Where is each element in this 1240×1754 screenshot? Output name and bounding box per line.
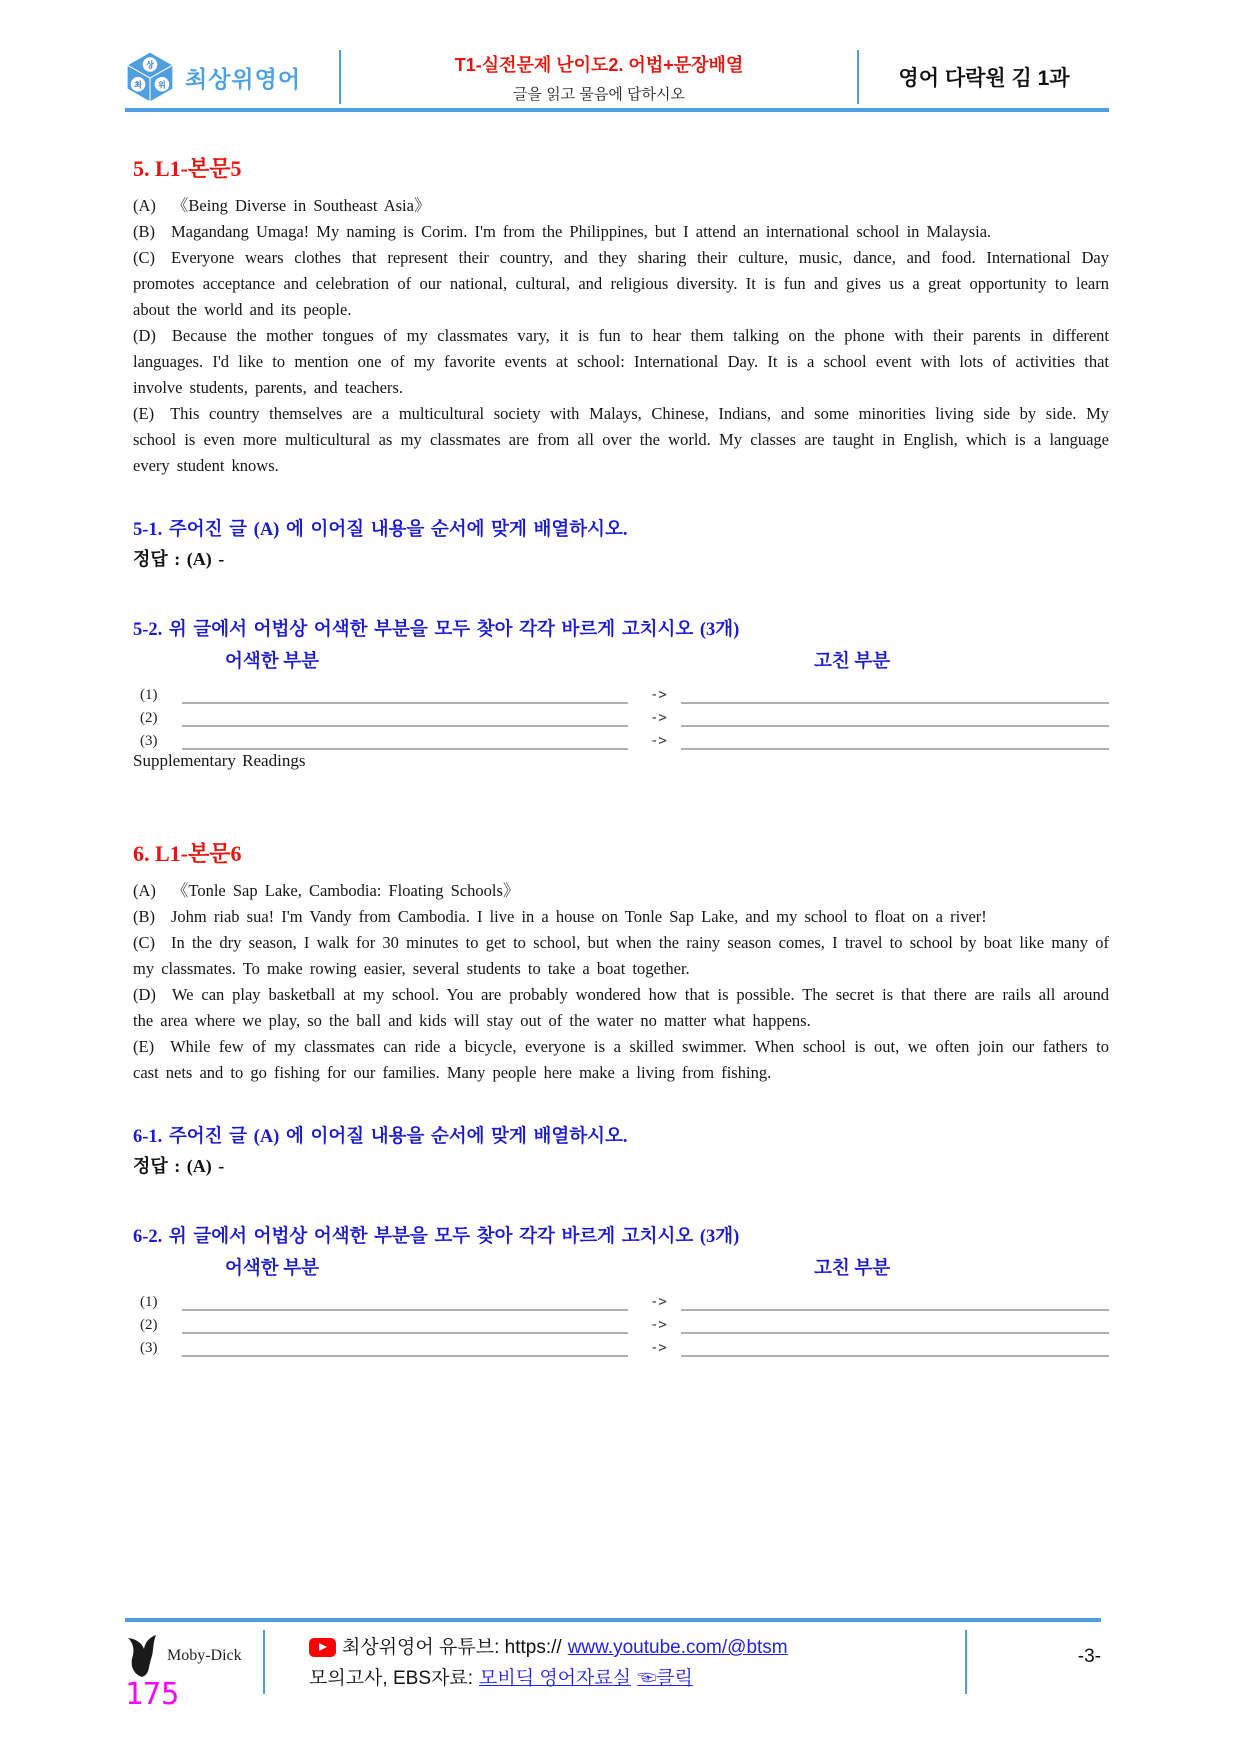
- write-in-line: [182, 1314, 628, 1334]
- write-in-line: [681, 1337, 1109, 1357]
- row-number: (3): [140, 733, 158, 749]
- page-watermark-number: 175: [125, 1677, 180, 1712]
- page-footer: [125, 1630, 1101, 1710]
- write-in-line: [182, 1337, 628, 1357]
- paragraph-label: (E): [133, 1037, 155, 1056]
- paragraph-label: (C): [133, 933, 155, 952]
- answer-row: [133, 1311, 1109, 1334]
- question-number: 6-1.: [133, 1127, 163, 1147]
- answer-line-5-1: 정답 : (A) -: [133, 549, 225, 569]
- paragraph: [133, 193, 1109, 219]
- paragraph-text: Magandang Umaga! My naming is Corim. I'm from the Philippines, but I attend an international school in Malaysia.: [171, 222, 992, 241]
- paragraph-label: (C): [133, 248, 155, 267]
- arrow-glyph: ->: [650, 1340, 667, 1356]
- footer-rule: [125, 1618, 1101, 1622]
- question-text: 위 글에서 어법상 어색한 부분을 모두 찾아 각각 바르게 고치시오 (3개): [168, 1227, 740, 1247]
- question-6-2: [133, 1224, 1109, 1250]
- paragraph-label: (B): [133, 907, 155, 926]
- paragraph-label: (A): [133, 196, 156, 215]
- paragraph: [133, 323, 1109, 401]
- question-text: 주어진 글 (A) 에 이어질 내용을 순서에 맞게 배열하시오.: [168, 1127, 628, 1147]
- brand-cube-icon: [125, 51, 175, 103]
- column-fixed-label: 고친 부분: [814, 1259, 891, 1279]
- write-in-line: [182, 684, 628, 704]
- write-in-line: [681, 684, 1109, 704]
- column-wrong-label: 어색한 부분: [225, 652, 319, 672]
- paragraph-text: Johm riab sua! I'm Vandy from Cambodia. I live in a house on Tonle Sap Lake, and my school to float on a river!: [171, 907, 987, 926]
- footer-links-block: [265, 1630, 965, 1694]
- svg-text:최: 최: [134, 80, 142, 90]
- question-5-1: [133, 517, 1109, 543]
- supplementary-note: Supplementary Readings: [133, 751, 306, 770]
- write-in-line: [182, 707, 628, 727]
- section-6-title: 6. L1-본문6: [133, 841, 242, 866]
- write-in-line: [681, 707, 1109, 727]
- section-6: [133, 837, 1109, 1357]
- answer-row: [133, 704, 1109, 727]
- worksheet-title: T1-실전문제 난이도2. 어법+문장배열: [454, 54, 744, 75]
- paragraph: [133, 219, 1109, 245]
- paragraph-label: (E): [133, 404, 155, 423]
- answer-row: [133, 727, 1109, 750]
- paragraph-text: While few of my classmates can ride a bicycle, everyone is a skilled swimmer. When school is out, we often join our fathers to cast nets and to go fishing for our families. Many people here make a living from fishing.: [133, 1037, 1109, 1082]
- brand-block: [125, 51, 339, 103]
- paragraph-label: (A): [133, 881, 156, 900]
- content-area: [133, 138, 1109, 1357]
- column-fixed-label: 고친 부분: [814, 652, 891, 672]
- paragraph: [133, 904, 1109, 930]
- question-text: 위 글에서 어법상 어색한 부분을 모두 찾아 각각 바르게 고치시오 (3개): [168, 620, 740, 640]
- row-number: (3): [140, 1340, 158, 1356]
- answer-column-labels: [133, 1254, 1109, 1284]
- youtube-icon: [309, 1638, 336, 1657]
- svg-text:상: 상: [146, 60, 154, 70]
- moby-dick-label: Moby-Dick: [167, 1647, 242, 1664]
- paragraph: [133, 878, 1109, 904]
- write-in-line: [681, 1291, 1109, 1311]
- arrow-glyph: ->: [650, 710, 667, 726]
- column-wrong-label: 어색한 부분: [225, 1259, 319, 1279]
- paragraph: [133, 930, 1109, 982]
- header-rule: [125, 108, 1109, 112]
- write-in-line: [681, 1314, 1109, 1334]
- arrow-glyph: ->: [650, 1317, 667, 1333]
- row-number: (1): [140, 1294, 158, 1310]
- answer-row: [133, 1334, 1109, 1357]
- paragraph-text: 《Tonle Sap Lake, Cambodia: Floating Schools》: [171, 881, 520, 900]
- click-here-link[interactable]: ☜클릭: [637, 1668, 693, 1689]
- paragraph: [133, 982, 1109, 1034]
- section-5-title: 5. L1-본문5: [133, 156, 242, 181]
- paragraph-text: Everyone wears clothes that represent their country, and they sharing their culture, music, dance, and food. International Day promotes acceptance and celebration of our national, cultural, and religious diversity. It is fun and gives us a great opportunity to learn about the world and its people.: [133, 248, 1109, 319]
- paragraph-label: (D): [133, 985, 156, 1004]
- question-number: 6-2.: [133, 1227, 163, 1247]
- write-in-line: [681, 730, 1109, 750]
- paragraph-label: (D): [133, 326, 156, 345]
- section-5: [133, 152, 1109, 771]
- paragraph-text: Because the mother tongues of my classmates vary, it is fun to hear them talking on the phone with their parents in different languages. I'd like to mention one of my favorite events at school: International Day. It is a school event with lots of activities that involve students, parents, and teachers.: [133, 326, 1109, 397]
- paragraph-text: 《Being Diverse in Southeast Asia》: [171, 196, 431, 215]
- resource-room-link[interactable]: 모비딕 영어자료실: [478, 1668, 632, 1689]
- worksheet-subtitle: 글을 읽고 물음에 답하시오: [513, 85, 685, 103]
- answer-rows: [133, 681, 1109, 750]
- moby-dick-block: [125, 1630, 263, 1710]
- write-in-line: [182, 730, 628, 750]
- resource-line-text: 모의고사, EBS자료:: [309, 1668, 473, 1689]
- row-number: (2): [140, 1317, 158, 1333]
- arrow-glyph: ->: [650, 733, 667, 749]
- youtube-line-text: 최상위영어 유튜브: https://: [342, 1637, 562, 1658]
- question-text: 주어진 글 (A) 에 이어질 내용을 순서에 맞게 배열하시오.: [168, 520, 628, 540]
- question-number: 5-1.: [133, 520, 163, 540]
- page-header: [125, 50, 1109, 104]
- arrow-glyph: ->: [650, 1294, 667, 1310]
- answer-rows: [133, 1288, 1109, 1357]
- question-6-1: [133, 1124, 1109, 1150]
- paragraph-text: In the dry season, I walk for 30 minutes to get to school, but when the rainy season comes, I travel to school by boat like many of my classmates. To make rowing easier, several students to take a boat together.: [133, 933, 1109, 978]
- paragraph-text: This country themselves are a multicultural society with Malays, Chinese, Indians, and some minorities living side by side. My school is even more multicultural as my classmates are from all over the world. My classes are taught in English, which is a language every student knows.: [133, 404, 1109, 475]
- paragraph-text: We can play basketball at my school. You are probably wondered how that is possible. The secret is that there are rails all around the area where we play, so the ball and kids will stay out of the water no matter what happens.: [133, 985, 1109, 1030]
- row-number: (2): [140, 710, 158, 726]
- answer-row: [133, 681, 1109, 704]
- arrow-glyph: ->: [650, 687, 667, 703]
- header-title-block: [341, 51, 857, 104]
- question-number: 5-2.: [133, 620, 163, 640]
- paragraph: [133, 245, 1109, 323]
- question-5-2: [133, 617, 1109, 643]
- write-in-line: [182, 1291, 628, 1311]
- page-number: -3-: [1077, 1646, 1101, 1667]
- whale-icon: [125, 1634, 159, 1678]
- answer-row: [133, 1288, 1109, 1311]
- row-number: (1): [140, 687, 158, 703]
- paragraph: [133, 1034, 1109, 1086]
- brand-name: 최상위영어: [185, 65, 302, 92]
- paragraph-label: (B): [133, 222, 155, 241]
- answer-line-6-1: 정답 : (A) -: [133, 1156, 225, 1176]
- svg-text:위: 위: [158, 80, 166, 90]
- paragraph: [133, 401, 1109, 479]
- answer-column-labels: [133, 647, 1109, 677]
- lesson-title: 영어 다락원 김 1과: [898, 67, 1070, 90]
- youtube-link[interactable]: www.youtube.com/@btsm: [567, 1637, 788, 1658]
